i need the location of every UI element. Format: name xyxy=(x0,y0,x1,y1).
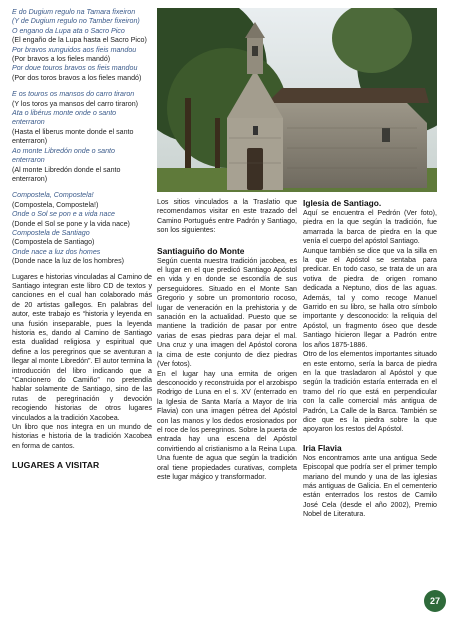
poem-line: (Y de Dugium regulo no Tamber fixeiron) xyxy=(12,17,140,26)
poem-line: (Donde el Sol se pone y la vida nace) xyxy=(12,219,130,228)
poem-stanza xyxy=(12,90,152,184)
poem-line: enterraron xyxy=(12,156,45,165)
poem-line: (Al monte Libredón donde el santo xyxy=(12,165,121,174)
poem-line: Ata o libérus monte onde o santo xyxy=(12,109,117,118)
poem-line: enterraron) xyxy=(12,137,48,146)
poem-stanza xyxy=(12,8,152,83)
poem-line: (Hasta el liberus monte donde el santo xyxy=(12,127,134,136)
poem-line: O engano da Lupa ata o Sacro Pico xyxy=(12,26,125,35)
book-description: Lugares e historias vinculadas al Camino de Santiago integran este libro CD de textos y canciones en el cual han colaborado más de 20 artistas gallegos. En palabras del autor, este trabajo es “historia y leyenda en una fusión inseparable, pues la leyenda historia es, dando al Camino de Santiago esta dualidad religiosa y espiritual que define a los peregrinos que se aventuran a llegar al monte Libredón”. El autor termina la introducción del libro indicando que a “Cancionero do Camiño” no pretendía hablar solamente de Santiago, sino de las rutas de peregrinación y devoción recogiendo historias de otros lugares vinculados a la tradición Xacobea. xyxy=(12,272,152,422)
page-number: 27 xyxy=(424,590,446,612)
right-column xyxy=(303,198,437,520)
santiaguino-paragraph-1: Según cuenta nuestra tradición jacobea, es el lugar en el que predicó Santiago Apóstol en vida y en donde se escondía de sus perseguidores. Situado en el Monte San Gregorio y sobre un promontorio rocoso, lugar de veneración en la prehistoria y de sanación en la actualidad. Puesto que se mantiene la tradición de pasar por entre varias de esas piedras para dejar el mal. Una cruz y una imagen del Apóstol corona la cima de este conjunto de diez piedras (Ver fotos). xyxy=(157,256,297,369)
poem xyxy=(12,8,152,267)
poem-line: E do Dugium regulo na Tamara fixeiron xyxy=(12,8,136,16)
poem-line: Por doue touros bravos os fieis mandou xyxy=(12,64,138,73)
iria-paragraph: Nos encontramos ante una antigua Sede Episcopal que podría ser el primer templo mariano del mundo y una de las iglesias más antiguas de Galicia. En el cementerio están enterrados los restos de Camilo José Cela (desde el año 2002), Premio Nobel de Literatura. xyxy=(303,453,437,519)
poem-stanza xyxy=(12,191,152,266)
places-heading: LUGARES A VISITAR xyxy=(12,460,100,471)
santiaguino-heading: Santiaguiño do Monte xyxy=(157,245,245,256)
poem-line: (Por bravos a los fieles mandó) xyxy=(12,55,111,64)
poem-line: Onde nace a luz dos homes xyxy=(12,247,101,256)
poem-line: Por bravos xunguidos aos fieis mandou xyxy=(12,45,137,54)
poem-line: Compostela, Compostela! xyxy=(12,191,94,200)
iglesia-paragraph-2: Aunque también se dice que va la silla en la que el Apóstol se sentaba para predicar. En todo caso, se trata de un ara votiva de piedra de origen romano dedicada a Neptuno, dios de las aguas. Además, tal y como recoge Manuel Garrido en su libro, se halla otro símbolo importante y desconocido: la reliquia del Apóstol, un fragmento óseo que desde Santiago hicieron llegar a Padrón entre los años 1875-1886. xyxy=(303,246,437,349)
intro-paragraph: Los sitios vinculados a la Traslatio que recomendamos visitar en este trazado del Camino Portugués entre Padrón y Santiago, son los siguientes: xyxy=(157,198,297,235)
poem-line: Onde o Sol se pon e a vida nace xyxy=(12,210,115,219)
book-summary: Un libro que nos integra en un mundo de historias e historia de la tradición Xacobea en forma de cantos. xyxy=(12,423,152,450)
iglesia-paragraph-1: Aquí se encuentra el Pedrón (Ver foto), piedra en la que según la tradición, fue amarrada la barca de piedra en la que venía el cuerpo del apóstol Santiago. xyxy=(303,209,437,246)
poem-line: (Por dos toros bravos a los fieles mandó) xyxy=(12,73,142,82)
poem-line: (Compostela, Compostela!) xyxy=(12,200,99,209)
poem-line: Compostela de Santiago xyxy=(12,228,90,237)
poem-line: enterraron xyxy=(12,118,45,127)
iglesia-heading: Iglesia de Santiago. xyxy=(303,198,382,208)
chapel-photo xyxy=(157,8,437,192)
santiaguino-paragraph-2: En el lugar hay una ermita de origen desconocido y reconstruida por el arzobispo Rodrigo de Luna en el s. XV (enterrado en la Iglesia de Santa María a Mayor de Iria Flavia) con una imagen pétrea del Apóstol con las manos y los dedos erosionados por el roce de los peregrinos. Sobre la puerta de entrada hay una escena del Apóstol convirtiendo al cristianismo a la Reina Lupa. Una fuente de agua que según la tradición oral tiene propiedades curativas, completa este lugar mágico y transformador. xyxy=(157,369,297,481)
poem-line: (Compostela de Santiago) xyxy=(12,238,95,247)
poem-line: (Y los toros ya mansos del carro tiraron) xyxy=(12,99,139,108)
iglesia-paragraph-3: Otro de los elementos importantes situado en este entorno, sería la barca de piedra en la que trasladaron al Apóstol y que según la tradición estaría enterrada en el tramo del río que está en perpendicular con la calle comercial más antigua de Padrón, La Calle de la Barca. También se dice que es la piedra sobre la que apoyaron los restos del Apóstol. xyxy=(303,350,437,434)
chapel-image xyxy=(157,8,437,192)
poem-line: E os touros os mansos do carro tiraron xyxy=(12,90,135,99)
poem-line: enterraron) xyxy=(12,174,48,183)
left-column xyxy=(12,8,152,471)
poem-line: Ao monte Libredón onde o santo xyxy=(12,146,115,155)
poem-line: (Donde nace la luz de los hombres) xyxy=(12,257,124,266)
poem-line: (El engaño de la Lupa hasta el Sacro Pico) xyxy=(12,36,147,45)
iria-heading: Iria Flavia xyxy=(303,442,342,453)
middle-column xyxy=(157,198,297,482)
